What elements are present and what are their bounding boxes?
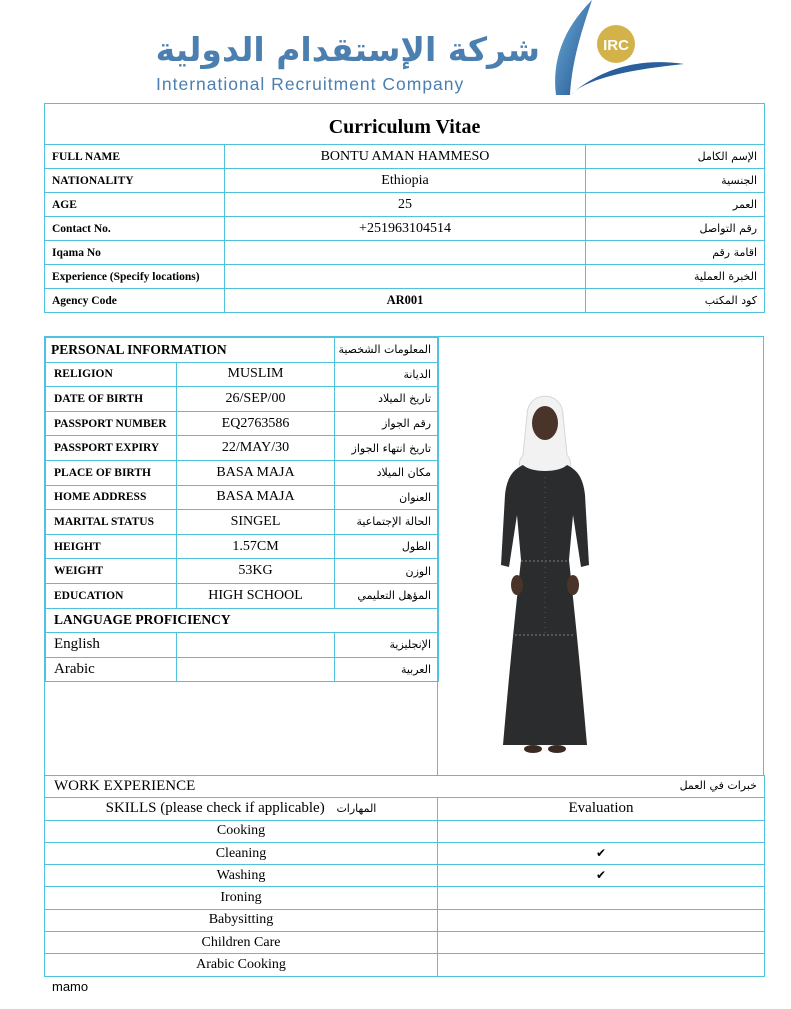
home-address-arabic: العنوان — [335, 485, 439, 510]
table-row — [46, 633, 439, 658]
svg-text:IRC: IRC — [603, 37, 629, 54]
table-row — [46, 657, 439, 682]
language-english-label: English — [46, 633, 177, 658]
skill-children-care-check — [438, 932, 765, 954]
language-arabic-label: Arabic — [46, 657, 177, 682]
height-arabic: الطول — [335, 534, 439, 559]
education-value: HIGH SCHOOL — [177, 583, 335, 608]
logo-english-name: International Recruitment Company — [156, 74, 465, 94]
table-row — [45, 865, 765, 887]
contact-arabic: رقم التواصل — [586, 217, 765, 241]
personal-info-table — [45, 337, 439, 682]
logo-mark-icon — [548, 0, 688, 95]
table-row — [46, 608, 439, 633]
education-label: EDUCATION — [46, 583, 177, 608]
language-arabic-arabic: العربية — [335, 657, 439, 682]
language-english-arabic: الإنجليزية — [335, 633, 439, 658]
passport-number-value: EQ2763586 — [177, 411, 335, 436]
religion-label: RELIGION — [46, 362, 177, 387]
skill-babysitting-check — [438, 909, 765, 931]
contact-label: Contact No. — [45, 217, 225, 241]
personal-info-section — [44, 336, 764, 776]
evaluation-heading: Evaluation — [438, 798, 765, 820]
table-row — [45, 217, 765, 241]
personal-info-heading-arabic: المعلومات الشخصية — [335, 338, 439, 363]
skill-children-care: Children Care — [45, 932, 438, 954]
table-row — [46, 534, 439, 559]
full-name-arabic: الإسم الكامل — [586, 145, 765, 169]
table-row — [45, 887, 765, 909]
full-name-value: BONTU AMAN HAMMESO — [225, 145, 586, 169]
skill-arabic-cooking: Arabic Cooking — [45, 954, 438, 976]
marital-status-value: SINGEL — [177, 510, 335, 535]
table-row — [45, 289, 765, 313]
table-row — [45, 842, 765, 864]
skill-cleaning: Cleaning — [45, 842, 438, 864]
height-value: 1.57CM — [177, 534, 335, 559]
table-row — [45, 776, 765, 798]
iqama-value — [225, 241, 586, 265]
passport-number-arabic: رقم الجواز — [335, 411, 439, 436]
skill-ironing-check — [438, 887, 765, 909]
personal-info-heading: PERSONAL INFORMATION — [46, 338, 335, 363]
place-of-birth-value: BASA MAJA — [177, 460, 335, 485]
candidate-photo — [475, 385, 615, 765]
iqama-arabic: اقامة رقم — [586, 241, 765, 265]
table-row — [46, 387, 439, 412]
agency-code-value: AR001 — [225, 289, 586, 313]
dob-arabic: تاريخ الميلاد — [335, 387, 439, 412]
table-row — [46, 436, 439, 461]
full-name-label: FULL NAME — [45, 145, 225, 169]
work-experience-table — [44, 775, 765, 977]
table-row — [45, 265, 765, 289]
nationality-arabic: الجنسية — [586, 169, 765, 193]
company-logo — [150, 0, 690, 100]
age-label: AGE — [45, 193, 225, 217]
contact-value: +251963104514 — [225, 217, 586, 241]
table-row — [45, 241, 765, 265]
skill-washing: Washing — [45, 865, 438, 887]
skills-heading-arabic: المهارات — [336, 802, 377, 816]
iqama-label: Iqama No — [45, 241, 225, 265]
home-address-value: BASA MAJA — [177, 485, 335, 510]
table-row — [46, 362, 439, 387]
skill-cooking-check — [438, 820, 765, 842]
religion-arabic: الديانة — [335, 362, 439, 387]
language-proficiency-heading: LANGUAGE PROFICIENCY — [46, 608, 439, 633]
weight-label: WEIGHT — [46, 559, 177, 584]
table-row — [46, 411, 439, 436]
age-arabic: العمر — [586, 193, 765, 217]
table-row — [46, 559, 439, 584]
agency-code-label: Agency Code — [45, 289, 225, 313]
weight-value: 53KG — [177, 559, 335, 584]
passport-number-label: PASSPORT NUMBER — [46, 411, 177, 436]
table-row — [45, 169, 765, 193]
table-row — [46, 485, 439, 510]
home-address-label: HOME ADDRESS — [46, 485, 177, 510]
height-label: HEIGHT — [46, 534, 177, 559]
table-row — [45, 145, 765, 169]
logo-arabic-name: شركة الإستقدام الدولية — [155, 30, 540, 69]
language-arabic-value — [177, 657, 335, 682]
footer-text: mamo — [52, 979, 89, 994]
skill-ironing: Ironing — [45, 887, 438, 909]
table-row — [46, 460, 439, 485]
table-row — [46, 338, 439, 363]
place-of-birth-label: PLACE OF BIRTH — [46, 460, 177, 485]
place-of-birth-arabic: مكان الميلاد — [335, 460, 439, 485]
religion-value: MUSLIM — [177, 362, 335, 387]
education-arabic: المؤهل التعليمي — [335, 583, 439, 608]
experience-value — [225, 265, 586, 289]
nationality-value: Ethiopia — [225, 169, 586, 193]
table-row — [45, 909, 765, 931]
skill-washing-check: ✔ — [438, 865, 765, 887]
skill-cooking: Cooking — [45, 820, 438, 842]
table-row — [45, 932, 765, 954]
cv-table — [44, 103, 765, 313]
weight-arabic: الوزن — [335, 559, 439, 584]
passport-expiry-arabic: تاريخ انتهاء الجواز — [335, 436, 439, 461]
table-row — [45, 954, 765, 976]
language-english-value — [177, 633, 335, 658]
table-row — [45, 193, 765, 217]
cv-title: Curriculum Vitae — [45, 104, 765, 145]
table-row — [45, 820, 765, 842]
marital-status-arabic: الحالة الإجتماعية — [335, 510, 439, 535]
experience-label: Experience (Specify locations) — [45, 265, 225, 289]
age-value: 25 — [225, 193, 586, 217]
dob-label: DATE OF BIRTH — [46, 387, 177, 412]
skill-arabic-cooking-check — [438, 954, 765, 976]
skill-babysitting: Babysitting — [45, 909, 438, 931]
table-row — [46, 583, 439, 608]
table-row — [46, 510, 439, 535]
dob-value: 26/SEP/00 — [177, 387, 335, 412]
passport-expiry-value: 22/MAY/30 — [177, 436, 335, 461]
passport-expiry-label: PASSPORT EXPIRY — [46, 436, 177, 461]
work-experience-label: WORK EXPERIENCE — [54, 778, 196, 795]
marital-status-label: MARITAL STATUS — [46, 510, 177, 535]
skill-cleaning-check: ✔ — [438, 842, 765, 864]
skills-heading: SKILLS (please check if applicable) — [105, 800, 325, 817]
experience-arabic: الخبرة العملية — [586, 265, 765, 289]
nationality-label: NATIONALITY — [45, 169, 225, 193]
work-experience-arabic: خبرات في العمل — [679, 779, 757, 792]
table-row — [45, 798, 765, 820]
agency-code-arabic: كود المكتب — [586, 289, 765, 313]
